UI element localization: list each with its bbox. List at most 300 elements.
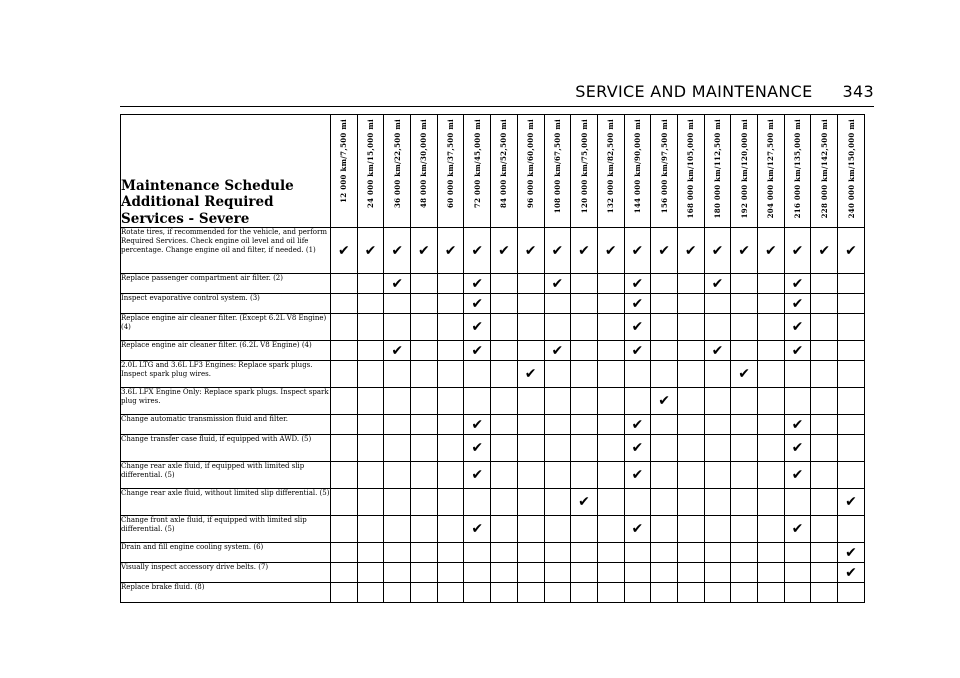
interval-label: 72 000 km/45,000 mi <box>472 119 482 209</box>
check-mark-icon: ✔ <box>418 242 430 259</box>
schedule-cell <box>411 228 438 274</box>
interval-header <box>838 115 865 228</box>
table-row <box>121 543 865 563</box>
check-mark-icon: ✔ <box>791 275 804 292</box>
schedule-cell <box>677 314 704 341</box>
schedule-cell <box>677 516 704 543</box>
schedule-cell <box>677 462 704 489</box>
schedule-cell <box>784 294 811 314</box>
schedule-cell <box>517 341 544 361</box>
schedule-cell <box>651 462 678 489</box>
check-mark-icon: ✔ <box>738 366 751 382</box>
schedule-cell <box>811 543 838 563</box>
service-description: Replace brake fluid. (8) <box>121 583 331 603</box>
interval-header <box>677 115 704 228</box>
schedule-cell <box>384 274 411 294</box>
service-description: Inspect evaporative control system. (3) <box>121 294 331 314</box>
interval-header <box>437 115 464 228</box>
schedule-cell <box>704 314 731 341</box>
check-mark-icon: ✔ <box>471 275 484 292</box>
table-row <box>121 341 865 361</box>
check-mark-icon: ✔ <box>791 242 804 259</box>
schedule-cell <box>651 341 678 361</box>
table-row <box>121 489 865 516</box>
schedule-cell <box>811 489 838 516</box>
check-mark-icon: ✔ <box>711 242 724 259</box>
schedule-cell <box>517 274 544 294</box>
schedule-cell <box>384 583 411 603</box>
schedule-cell <box>758 516 785 543</box>
schedule-cell <box>624 583 651 603</box>
schedule-cell <box>464 361 491 388</box>
check-mark-icon: ✔ <box>845 564 857 581</box>
interval-header <box>597 115 624 228</box>
schedule-cell <box>411 274 438 294</box>
interval-header <box>357 115 384 228</box>
schedule-cell <box>331 489 358 516</box>
schedule-cell <box>677 361 704 388</box>
schedule-cell <box>571 516 598 543</box>
schedule-cell <box>731 294 758 314</box>
schedule-cell <box>571 415 598 435</box>
schedule-cell <box>651 435 678 462</box>
schedule-cell <box>651 361 678 388</box>
schedule-cell <box>357 489 384 516</box>
schedule-cell <box>704 274 731 294</box>
schedule-cell <box>544 543 571 563</box>
schedule-cell <box>331 435 358 462</box>
check-mark-icon: ✔ <box>631 275 644 292</box>
schedule-cell <box>758 314 785 341</box>
table-row <box>121 361 865 388</box>
schedule-cell <box>704 543 731 563</box>
schedule-cell <box>384 341 411 361</box>
schedule-cell <box>491 228 518 274</box>
service-description: Change rear axle fluid, without limited slip differential. (5) <box>121 489 331 516</box>
schedule-cell <box>838 341 865 361</box>
schedule-cell <box>624 516 651 543</box>
interval-header <box>491 115 518 228</box>
check-mark-icon: ✔ <box>738 242 751 259</box>
interval-label: 228 000 km/142,500 mi <box>819 119 829 219</box>
check-mark-icon: ✔ <box>444 242 457 259</box>
schedule-cell <box>704 489 731 516</box>
schedule-cell <box>731 415 758 435</box>
schedule-cell <box>704 341 731 361</box>
interval-header <box>624 115 651 228</box>
schedule-cell <box>731 563 758 583</box>
interval-header <box>811 115 838 228</box>
schedule-cell <box>838 462 865 489</box>
interval-header <box>784 115 811 228</box>
schedule-cell <box>571 563 598 583</box>
schedule-body <box>121 228 865 603</box>
check-mark-icon: ✔ <box>658 242 670 259</box>
schedule-cell <box>624 415 651 435</box>
check-mark-icon: ✔ <box>364 242 377 259</box>
schedule-cell <box>517 516 544 543</box>
interval-header <box>411 115 438 228</box>
schedule-cell <box>357 274 384 294</box>
schedule-cell <box>331 341 358 361</box>
interval-label: 48 000 km/30,000 mi <box>419 119 429 209</box>
schedule-cell <box>838 274 865 294</box>
schedule-cell <box>544 341 571 361</box>
schedule-cell <box>384 516 411 543</box>
schedule-cell <box>811 583 838 603</box>
schedule-cell <box>651 543 678 563</box>
schedule-cell <box>384 563 411 583</box>
schedule-cell <box>597 563 624 583</box>
schedule-cell <box>651 228 678 274</box>
schedule-cell <box>411 462 438 489</box>
schedule-cell <box>758 228 785 274</box>
check-mark-icon: ✔ <box>471 342 484 359</box>
schedule-cell <box>784 228 811 274</box>
table-row <box>121 314 865 341</box>
schedule-cell <box>331 314 358 341</box>
schedule-cell <box>384 435 411 462</box>
interval-header <box>464 115 491 228</box>
schedule-cell <box>677 341 704 361</box>
interval-header <box>384 115 411 228</box>
schedule-cell <box>331 563 358 583</box>
schedule-cell <box>838 543 865 563</box>
schedule-cell <box>677 583 704 603</box>
schedule-cell <box>651 489 678 516</box>
schedule-cell <box>571 314 598 341</box>
check-mark-icon: ✔ <box>791 416 804 433</box>
schedule-cell <box>677 435 704 462</box>
schedule-cell <box>704 563 731 583</box>
schedule-cell <box>624 274 651 294</box>
interval-label: 36 000 km/22,500 mi <box>392 119 402 209</box>
schedule-cell <box>597 583 624 603</box>
schedule-cell <box>517 489 544 516</box>
interval-header <box>517 115 544 228</box>
schedule-cell <box>651 415 678 435</box>
schedule-cell <box>811 462 838 489</box>
check-mark-icon: ✔ <box>791 319 804 335</box>
table-row <box>121 563 865 583</box>
table-row <box>121 228 865 274</box>
schedule-cell <box>811 435 838 462</box>
schedule-cell <box>811 228 838 274</box>
schedule-cell <box>704 415 731 435</box>
schedule-cell <box>704 583 731 603</box>
schedule-cell <box>704 388 731 415</box>
schedule-cell <box>784 388 811 415</box>
schedule-cell <box>331 361 358 388</box>
schedule-cell <box>597 435 624 462</box>
check-mark-icon: ✔ <box>471 416 484 433</box>
schedule-cell <box>838 516 865 543</box>
schedule-cell <box>624 314 651 341</box>
schedule-cell <box>571 341 598 361</box>
interval-label: 180 000 km/112,500 mi <box>712 119 722 219</box>
interval-label: 144 000 km/90,000 mi <box>632 119 642 214</box>
schedule-cell <box>597 274 624 294</box>
schedule-cell <box>331 388 358 415</box>
schedule-cell <box>411 516 438 543</box>
interval-label: 240 000 km/150,000 mi <box>846 119 856 219</box>
schedule-cell <box>331 228 358 274</box>
schedule-cell <box>597 489 624 516</box>
schedule-cell <box>331 516 358 543</box>
check-mark-icon: ✔ <box>711 275 724 292</box>
schedule-cell <box>517 314 544 341</box>
schedule-cell <box>357 516 384 543</box>
schedule-cell <box>677 294 704 314</box>
header-rule <box>120 106 874 107</box>
schedule-cell <box>651 314 678 341</box>
schedule-cell <box>704 516 731 543</box>
schedule-cell <box>838 563 865 583</box>
schedule-cell <box>731 462 758 489</box>
schedule-cell <box>677 489 704 516</box>
service-description: Change rear axle fluid, if equipped with limited slip differential. (5) <box>121 462 331 489</box>
schedule-cell <box>784 415 811 435</box>
schedule-cell <box>758 415 785 435</box>
schedule-cell <box>624 435 651 462</box>
schedule-cell <box>651 294 678 314</box>
schedule-cell <box>651 274 678 294</box>
schedule-cell <box>838 583 865 603</box>
interval-label: 216 000 km/135,000 mi <box>793 119 803 219</box>
check-mark-icon: ✔ <box>471 242 484 259</box>
schedule-cell <box>384 489 411 516</box>
schedule-cell <box>437 516 464 543</box>
schedule-cell <box>704 462 731 489</box>
schedule-cell <box>651 563 678 583</box>
schedule-cell <box>597 462 624 489</box>
schedule-cell <box>517 583 544 603</box>
check-mark-icon: ✔ <box>658 393 670 409</box>
schedule-cell <box>571 583 598 603</box>
check-mark-icon: ✔ <box>551 275 564 292</box>
schedule-cell <box>624 388 651 415</box>
schedule-cell <box>411 314 438 341</box>
check-mark-icon: ✔ <box>471 295 484 312</box>
check-mark-icon: ✔ <box>551 242 564 259</box>
check-mark-icon: ✔ <box>684 242 697 259</box>
check-mark-icon: ✔ <box>391 275 404 292</box>
schedule-cell <box>491 516 518 543</box>
schedule-cell <box>838 361 865 388</box>
schedule-cell <box>758 294 785 314</box>
schedule-cell <box>437 435 464 462</box>
table-row <box>121 274 865 294</box>
schedule-cell <box>357 388 384 415</box>
schedule-cell <box>811 563 838 583</box>
schedule-cell <box>384 361 411 388</box>
schedule-cell <box>491 543 518 563</box>
check-mark-icon: ✔ <box>551 342 564 359</box>
schedule-cell <box>731 543 758 563</box>
schedule-cell <box>784 489 811 516</box>
schedule-cell <box>811 516 838 543</box>
schedule-cell <box>517 415 544 435</box>
schedule-cell <box>571 228 598 274</box>
check-mark-icon: ✔ <box>845 494 857 510</box>
service-description: Drain and fill engine cooling system. (6) <box>121 543 331 563</box>
check-mark-icon: ✔ <box>471 521 484 537</box>
schedule-cell <box>331 583 358 603</box>
schedule-cell <box>784 341 811 361</box>
schedule-cell <box>677 543 704 563</box>
schedule-cell <box>597 543 624 563</box>
schedule-cell <box>331 415 358 435</box>
check-mark-icon: ✔ <box>631 319 644 335</box>
schedule-cell <box>357 415 384 435</box>
table-row <box>121 388 865 415</box>
schedule-cell <box>624 462 651 489</box>
interval-label: 120 000 km/75,000 mi <box>579 119 589 214</box>
schedule-cell <box>464 462 491 489</box>
schedule-cell <box>437 314 464 341</box>
schedule-cell <box>624 341 651 361</box>
schedule-cell <box>811 415 838 435</box>
schedule-cell <box>544 294 571 314</box>
table-row <box>121 435 865 462</box>
schedule-cell <box>651 516 678 543</box>
schedule-cell <box>784 314 811 341</box>
schedule-cell <box>411 341 438 361</box>
schedule-cell <box>651 583 678 603</box>
schedule-cell <box>464 415 491 435</box>
check-mark-icon: ✔ <box>498 242 510 259</box>
interval-header <box>331 115 358 228</box>
schedule-cell <box>731 274 758 294</box>
schedule-cell <box>784 516 811 543</box>
schedule-cell <box>784 361 811 388</box>
schedule-cell <box>491 583 518 603</box>
table-row <box>121 415 865 435</box>
schedule-cell <box>758 462 785 489</box>
service-description: Replace passenger compartment air filter. (2) <box>121 274 331 294</box>
service-description: Visually inspect accessory drive belts. (7) <box>121 563 331 583</box>
schedule-cell <box>491 294 518 314</box>
schedule-cell <box>517 543 544 563</box>
schedule-cell <box>597 516 624 543</box>
page-number: 343 <box>842 82 874 101</box>
check-mark-icon: ✔ <box>791 295 804 312</box>
check-mark-icon: ✔ <box>631 467 644 483</box>
schedule-cell <box>357 462 384 489</box>
interval-label: 84 000 km/52,500 mi <box>499 119 509 209</box>
schedule-cell <box>677 274 704 294</box>
check-mark-icon: ✔ <box>471 467 484 483</box>
schedule-cell <box>811 361 838 388</box>
schedule-cell <box>544 516 571 543</box>
check-mark-icon: ✔ <box>631 440 644 456</box>
schedule-cell <box>838 388 865 415</box>
schedule-cell <box>597 341 624 361</box>
schedule-cell <box>517 563 544 583</box>
schedule-cell <box>677 228 704 274</box>
schedule-cell <box>758 341 785 361</box>
check-mark-icon: ✔ <box>578 242 590 259</box>
schedule-cell <box>838 314 865 341</box>
schedule-cell <box>758 489 785 516</box>
schedule-cell <box>624 361 651 388</box>
check-mark-icon: ✔ <box>791 521 804 537</box>
schedule-cell <box>544 583 571 603</box>
schedule-cell <box>624 563 651 583</box>
schedule-cell <box>571 388 598 415</box>
schedule-cell <box>731 388 758 415</box>
schedule-cell <box>677 563 704 583</box>
schedule-cell <box>571 361 598 388</box>
schedule-cell <box>838 294 865 314</box>
schedule-cell <box>758 563 785 583</box>
check-mark-icon: ✔ <box>631 295 644 312</box>
schedule-cell <box>544 435 571 462</box>
schedule-cell <box>517 388 544 415</box>
schedule-cell <box>464 314 491 341</box>
schedule-cell <box>758 583 785 603</box>
schedule-cell <box>517 435 544 462</box>
interval-header-row <box>121 115 865 228</box>
schedule-cell <box>464 489 491 516</box>
schedule-cell <box>758 274 785 294</box>
table-row <box>121 516 865 543</box>
schedule-cell <box>357 341 384 361</box>
check-mark-icon: ✔ <box>604 242 617 259</box>
schedule-cell <box>704 361 731 388</box>
service-description: Change automatic transmission fluid and filter. <box>121 415 331 435</box>
check-mark-icon: ✔ <box>711 342 724 359</box>
schedule-cell <box>544 388 571 415</box>
schedule-cell <box>411 543 438 563</box>
schedule-cell <box>464 388 491 415</box>
interval-label: 192 000 km/120,000 mi <box>739 119 749 219</box>
schedule-cell <box>384 415 411 435</box>
schedule-cell <box>544 563 571 583</box>
schedule-cell <box>731 435 758 462</box>
schedule-cell <box>704 294 731 314</box>
schedule-cell <box>331 274 358 294</box>
schedule-cell <box>677 415 704 435</box>
service-description: Change front axle fluid, if equipped with limited slip differential. (5) <box>121 516 331 543</box>
schedule-cell <box>544 361 571 388</box>
schedule-cell <box>384 543 411 563</box>
schedule-cell <box>731 583 758 603</box>
interval-label: 24 000 km/15,000 mi <box>366 119 376 209</box>
service-description: 3.6L LFX Engine Only: Replace spark plugs. Inspect spark plug wires. <box>121 388 331 415</box>
schedule-cell <box>411 361 438 388</box>
schedule-cell <box>437 341 464 361</box>
schedule-cell <box>491 563 518 583</box>
page-header <box>575 82 874 101</box>
schedule-cell <box>597 361 624 388</box>
check-mark-icon: ✔ <box>578 494 590 510</box>
schedule-cell <box>597 294 624 314</box>
schedule-cell <box>491 489 518 516</box>
maintenance-schedule-table <box>120 114 865 603</box>
schedule-cell <box>624 489 651 516</box>
schedule-cell <box>704 228 731 274</box>
interval-label: 204 000 km/127,500 mi <box>766 119 776 219</box>
check-mark-icon: ✔ <box>631 242 644 259</box>
schedule-cell <box>491 462 518 489</box>
schedule-cell <box>437 462 464 489</box>
schedule-cell <box>597 314 624 341</box>
check-mark-icon: ✔ <box>764 242 777 259</box>
schedule-cell <box>411 294 438 314</box>
schedule-cell <box>411 563 438 583</box>
schedule-cell <box>544 274 571 294</box>
